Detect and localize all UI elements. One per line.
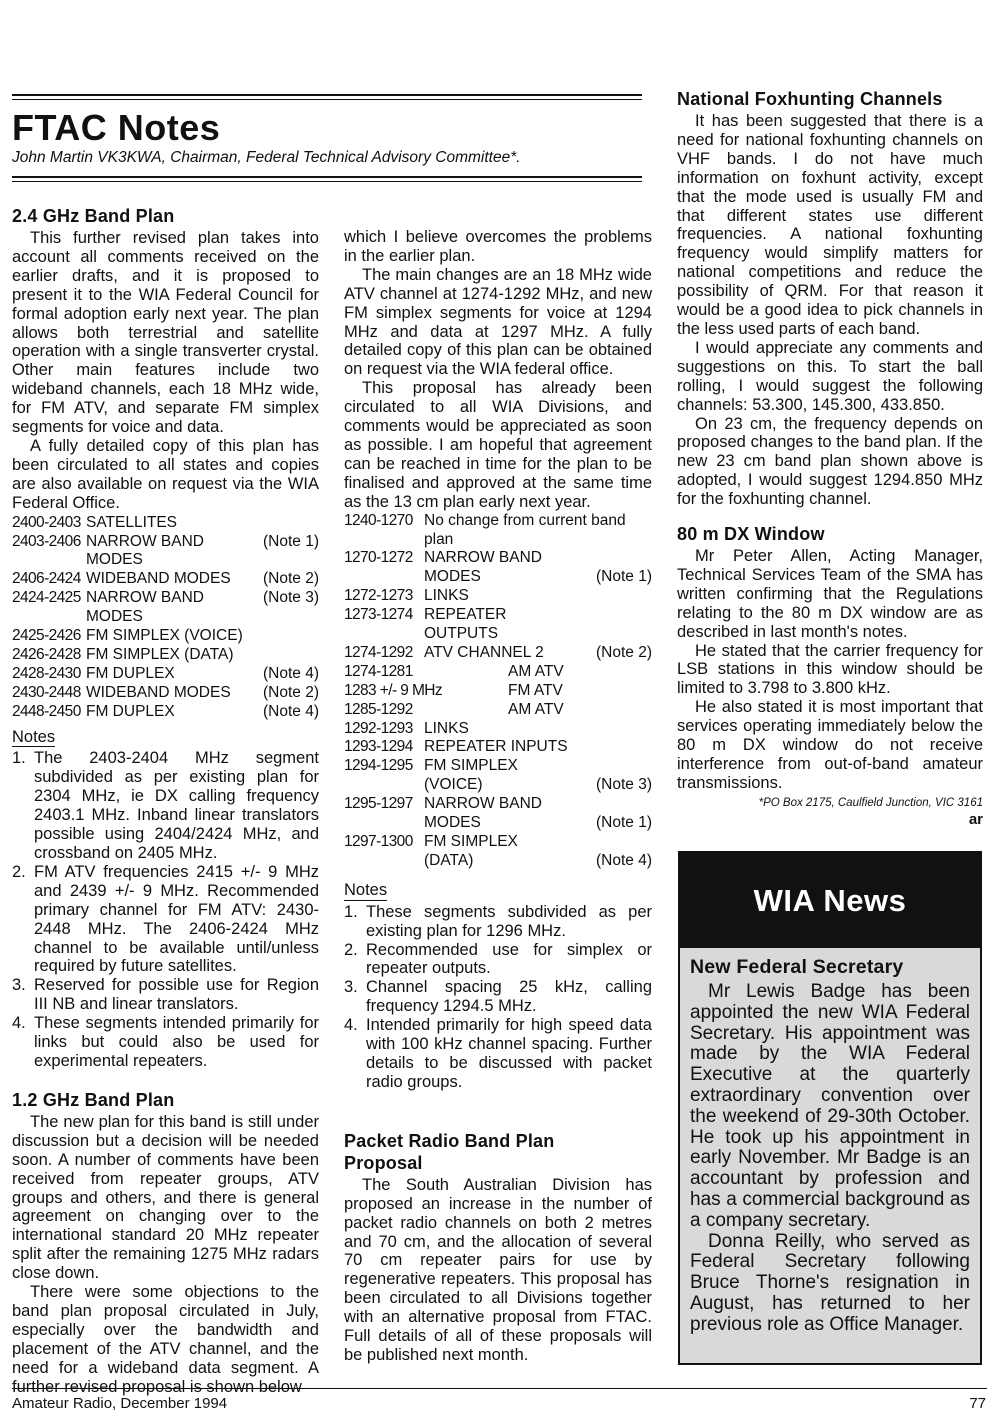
section-heading-12ghz: 1.2 GHz Band Plan xyxy=(12,1089,175,1110)
byline: John Martin VK3KWA, Chairman, Federal Technical Advisory Committee*. xyxy=(12,149,521,166)
wia-news-body xyxy=(680,948,980,1336)
paragraph: It has been suggested that there is a need for national foxhunting channels on VHF bands. I do not have much information on foxhunt activity, except that the mode used is usually FM and that different states use different frequencies. A national foxhunting frequency would simplify matters for national competitions and reduce the possibility of QRM. For that reason it would be a good idea to pick channels in the less used parts of each band. xyxy=(677,112,983,338)
section-heading-foxhunt: National Foxhunting Channels xyxy=(677,89,943,109)
plan-row: 1292-1293 LINKS xyxy=(344,719,469,737)
plan-row: 1294-1295 FM SIMPLEX xyxy=(344,757,518,775)
plan-row: OUTPUTS xyxy=(424,625,499,643)
paragraph: which I believe overcomes the problems in the earlier plan. xyxy=(344,228,652,265)
plan-row: 1272-1273 LINKS xyxy=(344,587,469,605)
list-item: 4. These segments intended primarily for links but could also be used for experimental repeaters. xyxy=(12,1014,319,1070)
end-mark: ar xyxy=(968,810,983,828)
notes-heading: Notes xyxy=(12,727,56,746)
wia-news-banner: WIA News xyxy=(680,853,980,948)
plan-row: MODES (Note 1) xyxy=(424,814,652,832)
plan-row: 1295-1297 NARROW BAND xyxy=(344,795,542,813)
footer-rule xyxy=(12,1388,987,1389)
plan-row: (VOICE) (Note 3) xyxy=(424,776,652,794)
publication-footer: Amateur Radio, December 1994 xyxy=(12,1395,228,1412)
plan-row: 2424-2425 NARROW BAND MODES (Note 3) xyxy=(12,589,319,626)
list-item: 2. FM ATV frequencies 2415 +/- 9 MHz and 2439 +/- 9 MHz. Recommended primary channel for FM ATV: 2430-2448 MHz. The 2406-2424 MHz channel to be available until/unless required by future satellites. xyxy=(12,862,319,976)
notes-list-24ghz xyxy=(12,749,319,1070)
band-plan-24ghz xyxy=(12,514,319,722)
column-2 xyxy=(344,228,652,1365)
plan-row: (DATA) (Note 4) xyxy=(424,851,652,869)
paragraph: On 23 cm, the frequency depends on proposed changes to the band plan. If the new 23 cm band plan shown above is adopted, I would suggest 1294.850 MHz for the foxhunting channel. xyxy=(677,414,983,509)
paragraph: A fully detailed copy of this plan has been circulated to all states and copies are also available on request via the WIA Federal Office. xyxy=(12,436,319,512)
paragraph: The South Australian Division has proposed an increase in the number of packet radio channels on both 2 metres and 70 cm, and the allocation of several 70 cm repeater pairs for use by regenerative repeaters. This proposal has been circulated to all Divisions together with an alternative proposal from FTAC. Full details of all of these proposals will be published next month. xyxy=(344,1175,652,1364)
paragraph: Donna Reilly, who served as Federal Secretary following Bruce Thorne's resignation in August, has returned to her previous role as Office Manager. xyxy=(690,1230,970,1335)
paragraph: He stated that the carrier frequency for LSB stations in this window should be limited to 3.798 to 3.800 kHz. xyxy=(677,641,983,698)
paragraph: Mr Peter Allen, Acting Manager, Technical Services Team of the SMA has written confirming that the Regulations relating to the 80 m DX window are as described in last month's notes. xyxy=(677,547,983,641)
column-3 xyxy=(677,88,983,829)
plan-row: 1285-1292 AM ATV xyxy=(344,700,564,718)
page-title: FTAC Notes xyxy=(12,107,221,148)
plan-row: 2430-2448 WIDEBAND MODES (Note 2) xyxy=(12,683,319,701)
notes-heading: Notes xyxy=(344,880,388,899)
plan-row: 1240-1270 No change from current band xyxy=(344,511,626,529)
paragraph: He also stated it is most important that services operating immediately below the 80 m DX window do not receive interference from out-of-band amateur transmissions. xyxy=(677,698,983,792)
page-number: 77 xyxy=(969,1395,986,1412)
section-heading-federal-secretary: New Federal Secretary xyxy=(690,956,904,978)
plan-row: 1270-1272 NARROW BAND xyxy=(344,549,542,567)
paragraph: This further revised plan takes into account all comments received on the earlier drafts, and it is proposed to present it to the WIA Federal Council for formal adoption early next year. The plan allows both terrestrial and satellite operation with a single transverter crystal. Other main features include two wideband channels, each 18 MHz wide, for FM ATV, and separate FM simplex segments for voice and data. xyxy=(12,229,319,437)
plan-row: MODES (Note 1) xyxy=(424,568,652,586)
plan-row: 2448-2450 FM DUPLEX (Note 4) xyxy=(12,702,319,720)
paragraph: The main changes are an 18 MHz wide ATV channel at 1274-1292 MHz, and new FM simplex segments for voice at 1294 MHz and data at 1297 MHz. A fully detailed copy of this plan can be obtained on request via the WIA federal office. xyxy=(344,265,652,379)
list-item: 1. The 2403-2404 MHz segment subdivided as per existing plan for 2304 MHz, ie DX calling frequency 2403.1 MHz. Inband linear translators possible using 2404/2424 MHz, and crossband on 2405 MHz. xyxy=(12,749,319,862)
header-rule-bottom-2 xyxy=(12,181,642,182)
plan-row: 1273-1274 REPEATER xyxy=(344,606,507,624)
plan-row: plan xyxy=(424,530,454,548)
paragraph: Mr Lewis Badge has been appointed the new WIA Federal Secretary. His appointment was made by the WIA Federal Executive at the quarterly extraordinary convention over the weekend of 29-30th October. He took up his appointment in early November. Mr Badge is an accountant by profession and has a commercial background as a company secretary. xyxy=(690,981,970,1231)
plan-row: 1274-1292 ATV CHANNEL 2 (Note 2) xyxy=(344,643,652,661)
wia-news-box xyxy=(678,851,982,1365)
plan-row: 1293-1294 REPEATER INPUTS xyxy=(344,738,568,756)
paragraph: The new plan for this band is still under discussion but a decision will be needed soon. A number of comments have been received from repeater groups, ATV groups and others, and there is general agreement on changing over to the international standard 20 MHz repeater split after the remaining 1275 MHz radars close down. xyxy=(12,1112,319,1283)
plan-row: 2400-2403 SATELLITES xyxy=(12,513,178,531)
plan-row: 2428-2430 FM DUPLEX (Note 4) xyxy=(12,664,319,682)
column-1 xyxy=(12,205,319,1396)
list-item: 4. Intended primarily for high speed data with 100 kHz channel spacing. Further details to be discussed with packet radio groups. xyxy=(344,1016,652,1091)
plan-row: 2403-2406 NARROW BAND MODES (Note 1) xyxy=(12,532,319,569)
section-heading-packet: Packet Radio Band Plan Proposal xyxy=(344,1130,555,1173)
notes-list-12ghz xyxy=(344,903,652,1092)
paragraph: There were some objections to the band plan proposal circulated in July, especially over the bandwidth and placement of the ATV channel, and the need for a wideband data segment. A further revised proposal is shown below xyxy=(12,1283,319,1396)
plan-row: 2425-2426 FM SIMPLEX (VOICE) xyxy=(12,627,243,645)
plan-row: 1297-1300 FM SIMPLEX xyxy=(344,833,518,850)
list-item: 3. Channel spacing 25 kHz, calling frequency 1294.5 MHz. xyxy=(344,978,652,1016)
author-address: *PO Box 2175, Caulfield Junction, VIC 3161 xyxy=(758,796,983,809)
header-rule-top xyxy=(12,94,642,96)
paragraph: I would appreciate any comments and suggestions on this. To start the ball rolling, I would suggest the following channels: 53.300, 145.300, 433.850. xyxy=(677,338,983,414)
plan-row: 2406-2424 WIDEBAND MODES (Note 2) xyxy=(12,570,319,588)
plan-row: 2426-2428 FM SIMPLEX (DATA) xyxy=(12,645,234,663)
band-plan-12ghz xyxy=(344,512,652,871)
list-item: 2. Recommended use for simplex or repeater outputs. xyxy=(344,940,652,978)
section-heading-dx-window: 80 m DX Window xyxy=(677,524,825,545)
list-item: 3. Reserved for possible use for Region III NB and linear translators. xyxy=(12,976,319,1014)
header-rule-top-2 xyxy=(12,99,642,100)
plan-row: 1274-1281 AM ATV xyxy=(344,662,564,680)
header-rule-bottom xyxy=(12,176,642,178)
plan-row: 1283 +/- 9 MHz FM ATV xyxy=(344,681,563,699)
section-heading-24ghz: 2.4 GHz Band Plan xyxy=(12,206,175,226)
paragraph: This proposal has already been circulated to all WIA Divisions, and comments would be appreciated as soon as possible. I am hopeful that agreement can be reached in time for the plan to be finalised and approved at the same time as the 13 cm plan early next year. xyxy=(344,379,652,511)
list-item: 1. These segments subdivided as per existing plan for 1296 MHz. xyxy=(344,902,652,940)
